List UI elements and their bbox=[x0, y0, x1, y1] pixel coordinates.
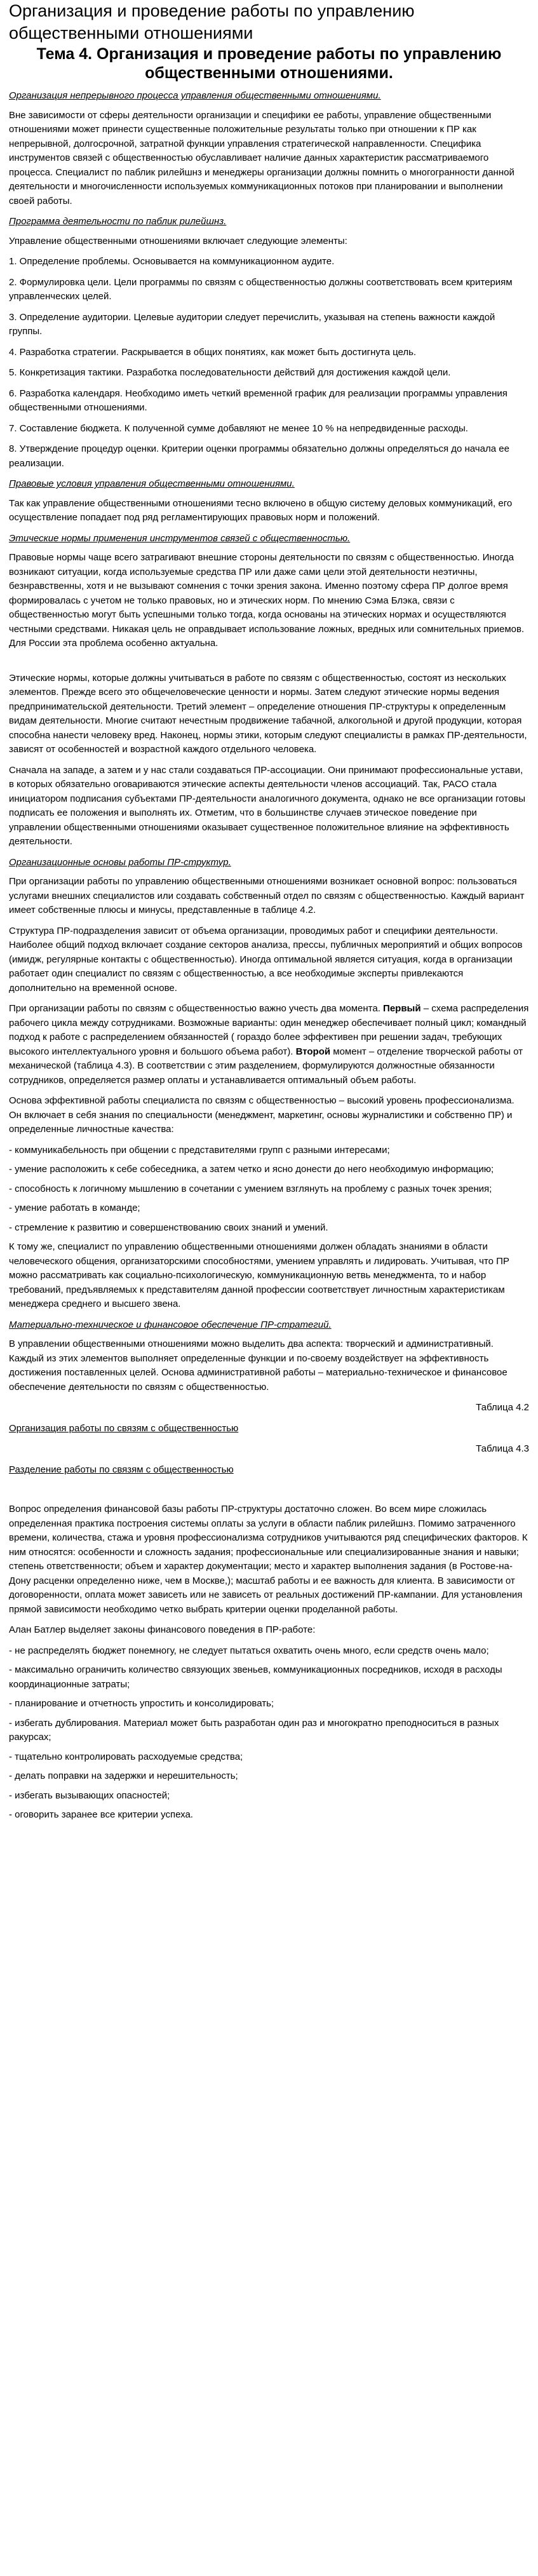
paragraph: Правовые нормы чаще всего затрагивают внешние стороны деятельности по связям с общественностью. Иногда возникают ситуации, когда используемые средства ПР или даже сами цели этой деятельности неэтичны, безнравственны, хотя и не вызывают сомнения с точки зрения закона. Именно поэтому сфера ПР долгое время формировалась с учетом не только правовых, но и этических норм. По мнению Сэма Блэка, связи с общественностью могут быть успешными только тогда, когда основаны на этических нормах и осуществляются честными средствами. Никакая цель не оправдывает использование ложных, вредных или сомнительных приемов. Для России эта проблема особенно актуальна. bbox=[9, 552, 525, 649]
table-caption: Организация работы по связям с общественностью bbox=[9, 1422, 239, 1434]
paragraph: Управление общественными отношениями включает следующие элементы: bbox=[9, 235, 347, 246]
list-item: - оговорить заранее все критерии успеха. bbox=[9, 1809, 193, 1821]
section-heading-legal: Правовые условия управления общественными отношениями. bbox=[9, 478, 295, 490]
list-item: - умение работать в команде; bbox=[9, 1203, 140, 1214]
paragraph: В управлении общественными отношениями можно выделить два аспекта: творческий и административный. Каждый из этих элементов выполняет определенные функции и по-своему воздействует на эффективность достижения поставленных целей. Основа административной работы – материально-техническое и финансовое обеспечение деятельности по связям с общественностью. bbox=[9, 1339, 508, 1393]
paragraph: Этические нормы, которые должны учитываться в работе по связям с общественностью, состоят из нескольких элементов. Прежде всего это общечеловеческие ценности и нормы. Затем следуют этические нормы ведения предпринимательской деятельности. Третий элемент – определение отношения ПР-структуры к определенным видам деятельности. Многие считают нечестным продвижение табачной, алкогольной и другой продукции, которая способна нанести человеку вред. Наконец, нормы этики, которым следуют специалисты в рамках ПР-деятельности, зависят от особенностей и возрастной каждого отдельного человека. bbox=[9, 672, 527, 755]
paragraph: Вне зависимости от сферы деятельности организации и специфики ее работы, управление общественными отношениями может принести существенные положительные результаты только при отношении к ПР как непрерывной, долгосрочной, затратной функции управления стратегической направленности. Специфика инструментов связей с общественностью обуславливает наличие данных характеристик рассматриваемого процесса. Специалист по паблик рилейшнз и менеджеры организации должны помнить о многогранности данной деятельности и многочисленности используемых коммуникационных потоков при планировании и выполнении своей работы. bbox=[9, 109, 514, 206]
table-reference: Таблица 4.2 bbox=[476, 1402, 529, 1413]
list-item: - избегать дублирования. Материал может быть разработан один раз и многократно преподноситься в разных ракурсах; bbox=[9, 1717, 499, 1743]
paragraph: Сначала на западе, а затем и у нас стали создаваться ПР-ассоциации. Они принимают профессиональные устави, в которых обязательно оговариваются этические аспекты деятельности членов ассоциаций. Так, РАСО стала инициатором подписания субъектами ПР-деятельности аналогичного документа, однако не все организации готовы подписать ее положения и выполнять их. Отметим, что в большинстве случаев этическое поведение при управлении общественными отношениями оказывает существенное положительное влияние на эффективность деятельности. bbox=[9, 764, 526, 847]
text-run: При организации работы по связям с общественностью важно учесть два момента. bbox=[9, 1003, 384, 1015]
list-item: 1. Определение проблемы. Основывается на коммуникационном аудите. bbox=[9, 256, 335, 267]
list-item: - стремление к развитию и совершенствованию своих знаний и умений. bbox=[9, 1222, 328, 1233]
paragraph: Алан Батлер выделяет законы финансового поведения в ПР-работе: bbox=[9, 1624, 316, 1636]
bold-term-first: Первый bbox=[383, 1003, 421, 1015]
paragraph-two-moments bbox=[9, 1002, 529, 1088]
list-item: 3. Определение аудитории. Целевые аудитории следует перечислить, указывая на степень важности каждой группы. bbox=[9, 311, 495, 337]
text-run: момент – отделение творческой работы от механической (таблица 4.3). В соответствии с этим разделением, формулируются должностные обязанности сотрудников, определяется размер оплаты и устанавливается оптимальный объем работы. bbox=[9, 1046, 523, 1086]
list-item: - не распределять бюджет понемногу, не следует пытаться охватить очень много, если средств очень мало; bbox=[9, 1645, 489, 1656]
list-item: - умение расположить к себе собеседника, а затем четко и ясно донести до него необходимую информацию; bbox=[9, 1164, 494, 1175]
document-title: Организация и проведение работы по управлению общественными отношениями bbox=[9, 1, 415, 43]
section-heading-ethics: Этические нормы применения инструментов связей с общественностью. bbox=[9, 532, 351, 544]
list-item: - максимально ограничить количество связующих звеньев, коммуникационных посредников, исходя в расходы координационные затраты; bbox=[9, 1664, 502, 1690]
list-item: 6. Разработка календаря. Необходимо иметь четкий временной график для реализации программы управления общественными отношениями. bbox=[9, 388, 508, 414]
list-item: - тщательно контролировать расходуемые средства; bbox=[9, 1751, 243, 1762]
text-run: – схема распределения рабочего цикла между сотрудниками. Возможные варианты: один менеджер обеспечивает полный цикл; командный подход к работе с распределением обязанностей ( гораздо более эффективен при решении задач, требующих высокого интеллектуального уровня и большого объема работ). bbox=[9, 1003, 529, 1057]
section-heading-material-financial: Материально-техническое и финансовое обеспечение ПР-стратегий. bbox=[9, 1319, 332, 1330]
paragraph: Вопрос определения финансовой базы работы ПР-структуры достаточно сложен. Во всем мире сложилась определенная практика построения системы оплаты за услуги в области паблик рилейшнз. Помимо затраченного времени, количества, стажа и уровня профессионализма сотрудников учитываются ряд специфических факторов. К ним относятся: особенности и сложность задания; профессиональные или специализированные знания и навыки; степень ответственности; объем и характер документации; место и характер выполнения задания (в Ростове-на-Дону расценки определенно ниже, чем в Москве,); масштаб работы и ее важность для клиента. В зависимости от договоренности, оплата может зависеть или не зависеть от реальных достижений ПР-кампании. Для установления прямой зависимости необходимо четко выбрать критерии оценки проделанной работы. bbox=[9, 1504, 528, 1615]
paragraph: К тому же, специалист по управлению общественными отношениями должен обладать знаниями в области человеческого общения, организаторскими способностями, умением управлять и лидировать. Учитывая, что ПР можно рассматривать как социально-психологическую, коммуникационную ветвь менеджмента, то и набор требований, предъявляемых к представителям данной профессии соответствует личностным характеристикам менеджера среднего и высшего звена. bbox=[9, 1241, 509, 1310]
section-heading-continuous-process: Организация непрерывного процесса управления общественными отношениями. bbox=[9, 90, 381, 102]
list-item: 8. Утверждение процедур оценки. Критерии оценки программы обязательно должны определяться до начала ее реализации. bbox=[9, 443, 509, 469]
bold-term-second: Второй bbox=[295, 1046, 331, 1057]
list-item: - планирование и отчетность упростить и консолидировать; bbox=[9, 1698, 274, 1709]
paragraph: Основа эффективной работы специалиста по связям с общественностью – высокий уровень профессионализма. Он включает в себя знания по специальности (менеджмент, маркетинг, основы журналистики и собственно ПР) и определенные личностные качества: bbox=[9, 1095, 514, 1135]
list-item: 2. Формулировка цели. Цели программы по связям с общественностью должны соответствовать всем критериям управленческих целей. bbox=[9, 276, 513, 302]
list-item: - избегать вызывающих опасностей; bbox=[9, 1790, 170, 1801]
chapter-title: Тема 4. Организация и проведение работы по управлению общественными отношениями. bbox=[36, 45, 502, 82]
list-item: 5. Конкретизация тактики. Разработка последовательности действий для достижения каждой цели. bbox=[9, 367, 451, 379]
list-item: - способность к логичному мышлению в сочетании с умением взглянуть на проблему с разных точек зрения; bbox=[9, 1183, 492, 1194]
list-item: 4. Разработка стратегии. Раскрывается в общих понятиях, как может быть достигнута цель. bbox=[9, 346, 417, 358]
list-item: 7. Составление бюджета. К полученной сумме добавляют не менее 10 % на непредвиденные расходы. bbox=[9, 422, 468, 434]
paragraph: При организации работы по управлению общественными отношениями возникает основной вопрос: пользоваться услугами внешних специалистов или создавать собственный отдел по связям с общественностью. Каждый вариант имеет собственные плюсы и минусы, представленные в таблице 4.2. bbox=[9, 876, 525, 916]
paragraph: Так как управление общественными отношениями тесно включено в общую систему деловых коммуникаций, его осуществление попадает под ряд регламентирующих правовых норм и положений. bbox=[9, 497, 513, 523]
section-heading-program: Программа деятельности по паблик рилейшнз. bbox=[9, 216, 227, 227]
table-reference: Таблица 4.3 bbox=[476, 1443, 529, 1455]
list-item: - делать поправки на задержки и нерешительность; bbox=[9, 1770, 238, 1782]
list-item: - коммуникабельность при общении с представителями групп с разными интересами; bbox=[9, 1144, 390, 1156]
section-heading-organization: Организационные основы работы ПР-структур. bbox=[9, 856, 231, 868]
paragraph: Структура ПР-подразделения зависит от объема организации, проводимых работ и специфики деятельности. Наиболее общий подход включает создание секторов анализа, прессы, публичных мероприятий и общих вопросов (имидж, регулярные контакты с общественностью). Иногда оптимальной является ситуация, когда в организации работает один специалист по связям с общественностью, а все необходимые эксперты привлекаются дополнительно на временной основе. bbox=[9, 925, 523, 994]
table-caption: Разделение работы по связям с общественностью bbox=[9, 1464, 234, 1475]
